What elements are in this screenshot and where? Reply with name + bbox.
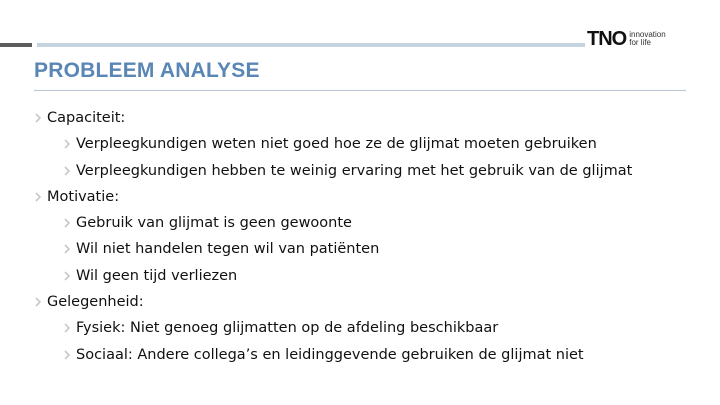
tno-logo xyxy=(587,28,666,50)
bullet-item xyxy=(34,292,704,318)
chevron-right-icon xyxy=(64,218,70,228)
chevron-right-icon xyxy=(64,244,70,254)
logo-mark: TNO xyxy=(587,28,627,50)
sub-bullet-item xyxy=(34,318,704,344)
sub-bullet-text: Sociaal: Andere collega’s en leidinggevende gebruiken de glijmat niet xyxy=(76,346,584,363)
logo-tagline-line1: innovation xyxy=(629,30,666,39)
slide-title: PROBLEEM ANALYSE xyxy=(34,59,260,82)
chevron-right-icon xyxy=(64,139,70,149)
chevron-right-icon xyxy=(64,323,70,333)
sub-bullet-text: Fysiek: Niet genoeg glijmatten op de afdeling beschikbaar xyxy=(76,320,499,337)
chevron-right-icon xyxy=(64,350,70,360)
bullet-list xyxy=(34,108,704,371)
sub-bullet-item xyxy=(34,239,704,265)
chevron-right-icon xyxy=(64,271,70,281)
logo-tagline-line2: for life xyxy=(629,38,652,47)
bullet-item xyxy=(34,108,704,134)
chevron-right-icon xyxy=(64,166,70,176)
bullet-label: Motivatie: xyxy=(47,188,120,205)
bullet-label: Gelegenheid: xyxy=(47,294,144,311)
header-rule-light-segment xyxy=(37,43,585,47)
header-rule-dark-segment xyxy=(0,43,32,47)
sub-bullet-text: Verpleegkundigen weten niet goed hoe ze de glijmat moeten gebruiken xyxy=(76,136,597,153)
chevron-right-icon xyxy=(35,297,41,307)
sub-bullet-text: Gebruik van glijmat is geen gewoonte xyxy=(76,215,352,232)
sub-bullet-item xyxy=(34,134,704,160)
sub-bullet-text: Wil niet handelen tegen wil van patiënten xyxy=(76,241,380,258)
bullet-item xyxy=(34,187,704,213)
logo-tagline xyxy=(629,31,665,47)
chevron-right-icon xyxy=(35,192,41,202)
chevron-right-icon xyxy=(35,113,41,123)
bullet-label: Capaciteit: xyxy=(47,110,126,126)
sub-bullet-item xyxy=(34,161,704,187)
sub-bullet-item xyxy=(34,266,704,292)
sub-bullet-text: Wil geen tijd verliezen xyxy=(76,267,238,284)
sub-bullet-item xyxy=(34,345,704,371)
sub-bullet-text: Verpleegkundigen hebben te weinig ervaring met het gebruik van de glijmat xyxy=(76,162,633,179)
title-underline xyxy=(34,90,686,91)
sub-bullet-item xyxy=(34,213,704,239)
